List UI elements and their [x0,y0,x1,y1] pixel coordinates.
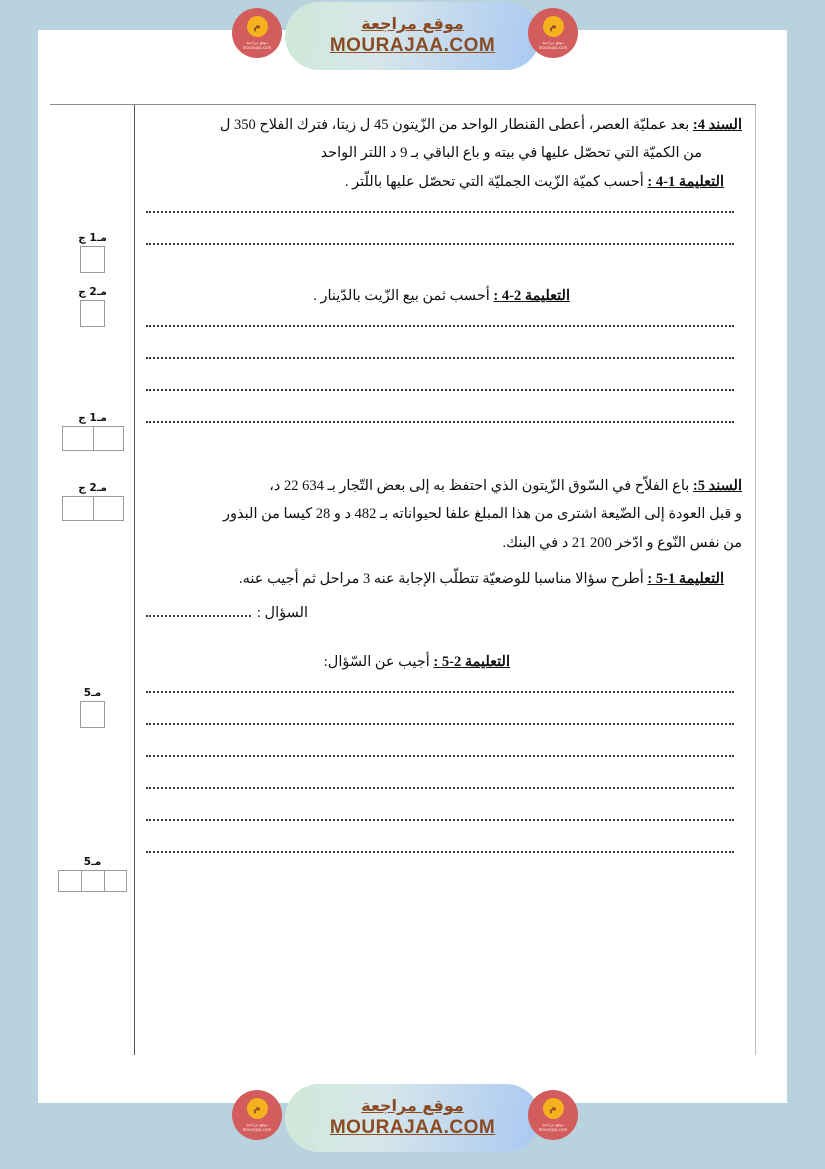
mark-box-group [62,496,124,521]
brand-logo-caption-url: mourajaa.com [538,45,568,50]
mark-label: مـ1 ج [78,232,107,244]
mark-box-group [80,246,105,273]
answer-line[interactable] [146,210,734,213]
answer-line[interactable] [146,388,734,391]
mark-cell[interactable] [80,701,105,728]
answer-lines-5-2 [146,690,742,853]
mark-unit-m5-b [50,857,135,892]
brand-logo-caption-arabic: موقع مراجعة [542,40,564,45]
worksheet-table [50,104,756,1054]
banner-text-top [285,2,540,70]
mark-cell[interactable] [104,870,127,892]
brand-logo-caption-arabic: موقع مراجعة [542,1122,564,1127]
mark-unit-m1-j-b [50,413,135,451]
instruction-4-2-label: التعليمة 2-4 : [493,287,570,304]
mark-unit-m1-j-a [50,233,135,273]
sanad-5-text-3: من نفس النّوع و ادّخر 200 21 د في البنك. [502,534,742,551]
brand-logo-caption [243,40,272,50]
answer-line[interactable] [146,690,734,693]
mark-label: مـ2 ج [78,482,107,494]
answer-line[interactable] [146,324,734,327]
answer-line[interactable] [146,786,734,789]
brand-logo-caption [539,1122,568,1132]
bottom-promo-banner [0,1082,825,1154]
brand-logo-right [528,1090,578,1140]
marks-column [50,105,135,1055]
answer-line[interactable] [146,420,734,423]
answer-line[interactable] [146,818,734,821]
sanad-5-text-2: و قبل العودة إلى الضّيعة اشترى من هذا المبلغ علفا لحيواناته بـ 482 د و 28 كيسا من البذور [223,506,742,523]
brand-logo-left [232,8,282,58]
mark-cell[interactable] [93,426,124,451]
brand-logo-caption-url: mourajaa.com [538,1127,568,1132]
banner-text-bottom [285,1084,540,1152]
sanad-4-label: السند 4: [692,117,742,133]
brand-name-arabic: موقع مراجعة [361,14,464,34]
question-entry-row [146,605,742,622]
instruction-5-2-label: التعليمة 2-5 : [433,654,510,671]
brand-logo-mark: م [247,16,268,37]
sanad-5-line-3 [146,529,742,557]
mark-unit-m2-j-b [50,483,135,521]
brand-logo-caption [539,40,568,50]
brand-logo-caption-arabic: موقع مراجعة [246,40,268,45]
sanad-4-text-1: بعد عمليّة العصر، أعطى القنطار الواحد من الزّيتون 45 ل زيتا، فترك الفلاح 350 ل [219,117,690,133]
brand-website-url[interactable]: MOURAJAA.COM [329,34,496,56]
sanad-5-line-1 [146,472,742,500]
answer-lines-4-1 [146,210,742,245]
sanad-5-line-2 [146,500,742,528]
instruction-5-1 [146,565,742,593]
instruction-5-2 [146,648,742,676]
brand-logo-caption [243,1122,272,1132]
mark-label: مـ2 ج [78,286,107,298]
question-answer-line[interactable] [146,614,251,617]
answer-line[interactable] [146,754,734,757]
answer-lines-4-2 [146,324,742,423]
mark-box-group [62,426,124,451]
mark-cell[interactable] [80,300,105,327]
brand-logo-caption-url: mourajaa.com [242,1127,272,1132]
mark-box-group [58,870,127,892]
instruction-4-1-text: أحسب كميّة الزّيت الجمليّة التي تحصّل عليها باللّتر . [344,173,644,190]
sanad-4-line-1 [146,111,742,139]
sanad-5-label: السند 5: [692,478,742,495]
mark-label: مـ5 [83,687,102,699]
answer-line[interactable] [146,722,734,725]
answer-line[interactable] [146,850,734,853]
instruction-4-2-text: أحسب ثمن بيع الزّيت بالدّينار . [313,287,490,304]
sanad-4-text-2: من الكميّة التي تحصّل عليها في بيته و باع الباقي بـ 9 د اللتر الواحد [320,145,702,162]
sanad-4-line-2 [146,139,742,167]
brand-website-url[interactable]: MOURAJAA.COM [329,1116,496,1138]
top-promo-banner [0,0,825,72]
mark-cell[interactable] [93,496,124,521]
instruction-4-1-label: التعليمة 1-4 : [647,173,724,190]
instruction-4-1 [146,168,742,196]
mark-box-group [80,300,105,327]
instruction-5-1-label: التعليمة 1-5 : [647,570,724,587]
brand-logo-mark: م [247,1098,268,1119]
mark-unit-m5-a [50,688,135,728]
mark-unit-m2-j-a [50,287,135,327]
mark-label: مـ1 ج [78,412,107,424]
question-label: السؤال : [256,605,308,622]
answer-line[interactable] [146,242,734,245]
brand-logo-mark: م [543,1098,564,1119]
instruction-5-2-text: أجيب عن السّؤال: [323,654,430,671]
questions-column [136,105,756,1055]
mark-box-group [80,701,105,728]
mark-cell[interactable] [81,870,104,892]
answer-line[interactable] [146,356,734,359]
brand-logo-mark: م [543,16,564,37]
instruction-4-2 [146,282,742,310]
instruction-5-1-text: أطرح سؤالا مناسبا للوضعيّة تتطلّب الإجابة عنه 3 مراحل ثم أجيب عنه. [239,570,644,587]
mark-cell[interactable] [62,496,93,521]
mark-label: مـ5 [83,856,102,868]
mark-cell[interactable] [62,426,93,451]
mark-cell[interactable] [80,246,105,273]
sanad-5-text-1: باع الفلاّح في السّوق الزّيتون الذي احتفظ به إلى بعض التّجار بـ 634 22 د، [269,478,690,495]
brand-logo-caption-url: mourajaa.com [242,45,272,50]
brand-logo-right [528,8,578,58]
brand-logo-caption-arabic: موقع مراجعة [246,1122,268,1127]
mark-cell[interactable] [58,870,81,892]
brand-logo-left [232,1090,282,1140]
brand-name-arabic: موقع مراجعة [361,1096,464,1116]
